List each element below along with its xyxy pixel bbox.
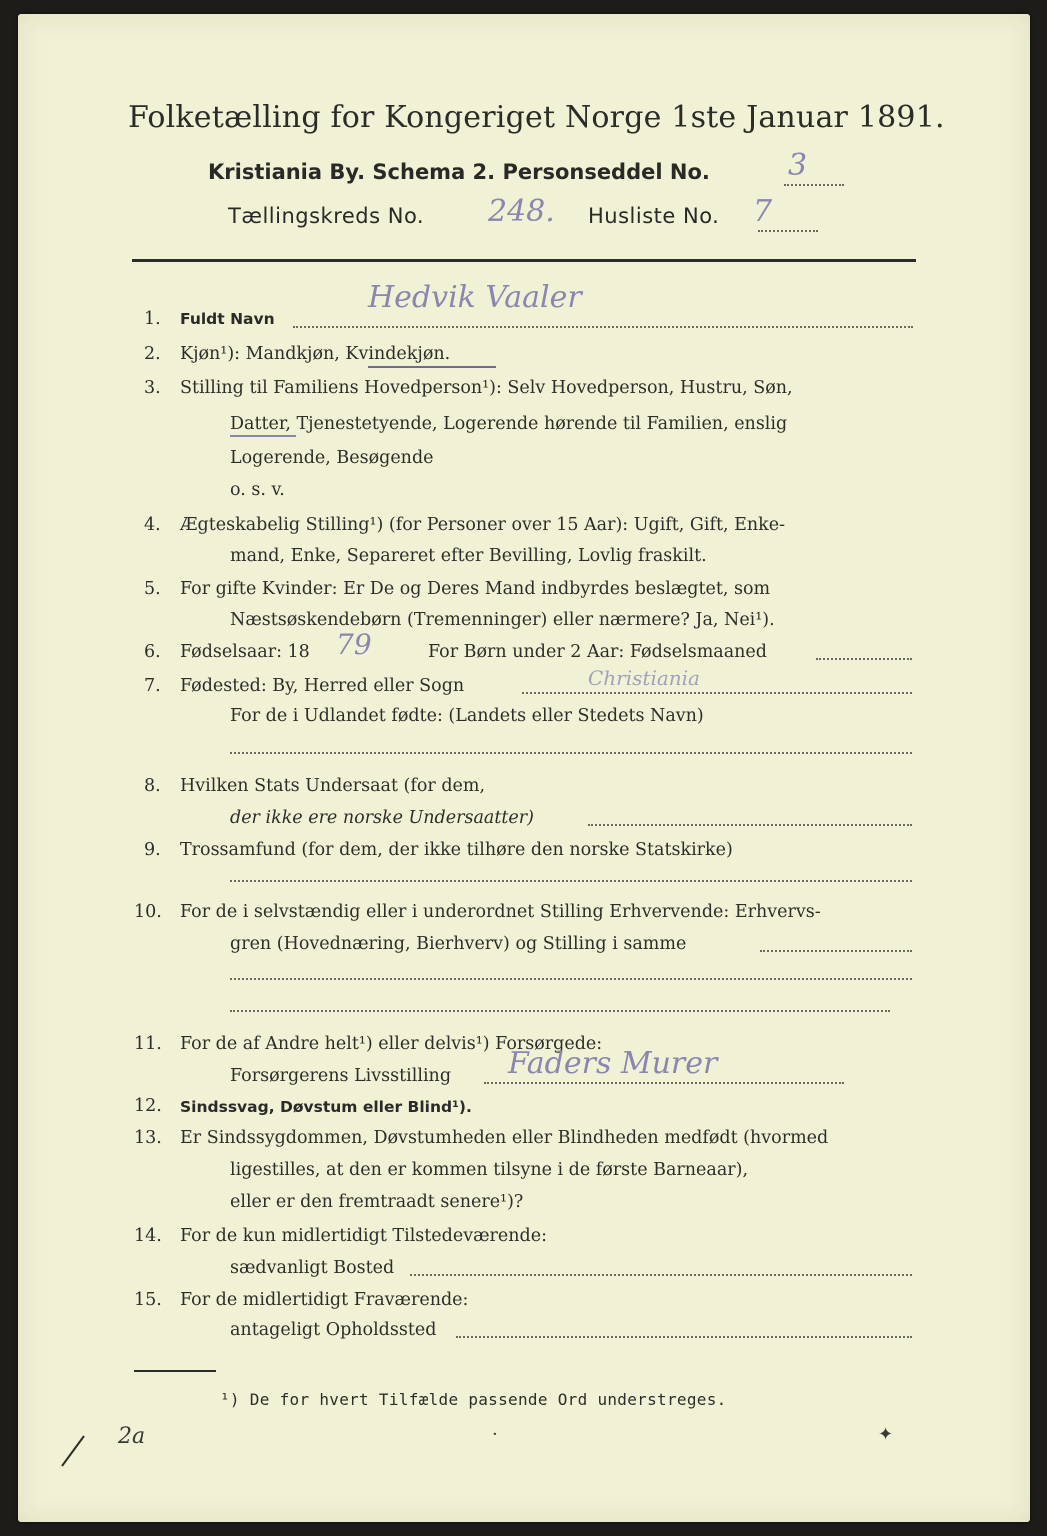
footnote: ¹) De for hvert Tilfælde passende Ord understreges.	[220, 1390, 727, 1409]
item-13-label: Er Sindssygdommen, Døvstumheden eller Blindheden medfødt (hvormed	[180, 1128, 829, 1148]
item-10-dotted-line-2	[230, 978, 912, 980]
item-5-line-2: Næstsøskendebørn (Tremenninger) eller nærmere? Ja, Nei¹).	[230, 610, 775, 630]
item-1-label: Fuldt Navn	[180, 310, 275, 328]
item-14-line-2: sædvanligt Bosted	[230, 1258, 395, 1278]
item-13-number: 13.	[134, 1128, 162, 1148]
item-8-dotted-line	[588, 824, 912, 826]
item-4-number: 4.	[144, 515, 161, 535]
kvindekjon-underline	[368, 366, 496, 368]
item-11-number: 11.	[134, 1034, 162, 1054]
footnote-rule	[134, 1370, 216, 1372]
item-6-dotted-line	[816, 658, 912, 660]
item-10-line-2: gren (Hovednæring, Bierhverv) og Stilling i samme	[230, 934, 687, 954]
personseddel-dotted-line	[784, 184, 844, 186]
paper-shading	[18, 14, 1030, 1522]
item-3-number: 3.	[144, 378, 161, 398]
husliste-number: 7	[753, 194, 773, 229]
item-12-label: Sindssvag, Døvstum eller Blind¹).	[180, 1098, 472, 1116]
item-7-line-2: For de i Udlandet fødte: (Landets eller Stedets Navn)	[230, 706, 704, 726]
item-15-label: For de midlertidigt Fraværende:	[180, 1290, 469, 1310]
item-10-number: 10.	[134, 902, 162, 922]
item-7-dotted-line	[522, 692, 912, 694]
birthplace-value: Christiania	[588, 666, 700, 690]
item-10-dotted-line-3	[230, 1010, 890, 1012]
item-4-line-2: mand, Enke, Separeret efter Bevilling, Lovlig fraskilt.	[230, 546, 707, 566]
item-13-line-3: eller er den fremtraadt senere¹)?	[230, 1192, 524, 1212]
corner-annotation: 2a	[118, 1424, 146, 1449]
star-mark: ✦	[878, 1424, 894, 1445]
kreds-label: Tællingskreds No.	[228, 204, 425, 228]
item-3-line-4: o. s. v.	[230, 480, 285, 500]
item-13-line-2: ligestilles, at den er kommen tilsyne i de første Barneaar),	[230, 1160, 749, 1180]
item-15-line-2: antageligt Opholdssted	[230, 1320, 437, 1340]
item-8-number: 8.	[144, 776, 161, 796]
header-rule	[132, 259, 916, 262]
item-15-number: 15.	[134, 1290, 162, 1310]
full-name-value: Hedvik Vaaler	[368, 280, 582, 315]
item-9-number: 9.	[144, 840, 161, 860]
small-mark: ·	[492, 1424, 498, 1445]
kreds-number: 248.	[488, 194, 555, 229]
birth-year-value: 79	[336, 628, 372, 661]
personseddel-number: 3	[788, 148, 808, 183]
item-3-line-3: Logerende, Besøgende	[230, 448, 434, 468]
item-11-line-2: Forsørgerens Livsstilling	[230, 1066, 452, 1086]
form-title: Folketælling for Kongeriget Norge 1ste Januar 1891.	[128, 100, 945, 135]
item-5-number: 5.	[144, 579, 161, 599]
datter-underline	[230, 435, 296, 437]
item-1-number: 1.	[144, 309, 161, 329]
item-7-label: Fødested: By, Herred eller Sogn	[180, 676, 465, 696]
item-14-number: 14.	[134, 1226, 162, 1246]
pen-stroke	[58, 1434, 88, 1468]
item-4-label: Ægteskabelig Stilling¹) (for Personer over 15 Aar): Ugift, Gift, Enke-	[180, 515, 786, 535]
husliste-dotted-line	[758, 230, 818, 232]
schema-line: Kristiania By. Schema 2. Personseddel No.	[208, 160, 710, 184]
item-7-number: 7.	[144, 676, 161, 696]
item-8-line-2: der ikke ere norske Undersaatter)	[230, 808, 534, 828]
item-14-label: For de kun midlertidigt Tilstedeværende:	[180, 1226, 547, 1246]
item-6-label: Fødselsaar: 18	[180, 642, 310, 662]
provider-occupation-value: Faders Murer	[508, 1046, 718, 1081]
item-10-label: For de i selvstændig eller i underordnet Stilling Erhvervende: Erhvervs-	[180, 902, 821, 922]
item-7-dotted-line-2	[230, 752, 912, 754]
item-6-number: 6.	[144, 642, 161, 662]
item-2-number: 2.	[144, 344, 161, 364]
census-form-sheet	[18, 14, 1030, 1522]
item-14-dotted-line	[410, 1274, 912, 1276]
item-5-label: For gifte Kvinder: Er De og Deres Mand indbyrdes beslægtet, som	[180, 579, 771, 599]
item-3-label: Stilling til Familiens Hovedperson¹): Selv Hovedperson, Hustru, Søn,	[180, 378, 793, 398]
item-11-label: For de af Andre helt¹) eller delvis¹) Forsørgede:	[180, 1034, 603, 1054]
item-2-label: Kjøn¹): Mandkjøn, Kvindekjøn.	[180, 344, 451, 364]
item-6-label-2: For Børn under 2 Aar: Fødselsmaaned	[428, 642, 767, 662]
item-15-dotted-line	[456, 1336, 912, 1338]
husliste-label: Husliste No.	[588, 204, 720, 228]
item-8-label: Hvilken Stats Undersaat (for dem,	[180, 776, 486, 796]
item-11-dotted-line	[484, 1082, 844, 1084]
item-9-label: Trossamfund (for dem, der ikke tilhøre den norske Statskirke)	[180, 840, 733, 860]
item-9-dotted-line	[230, 880, 912, 882]
item-1-dotted-line	[293, 326, 913, 328]
item-12-number: 12.	[134, 1096, 162, 1116]
item-10-dotted-line	[760, 950, 912, 952]
item-3-line-2: Datter, Tjenestetyende, Logerende hørende til Familien, enslig	[230, 414, 788, 434]
